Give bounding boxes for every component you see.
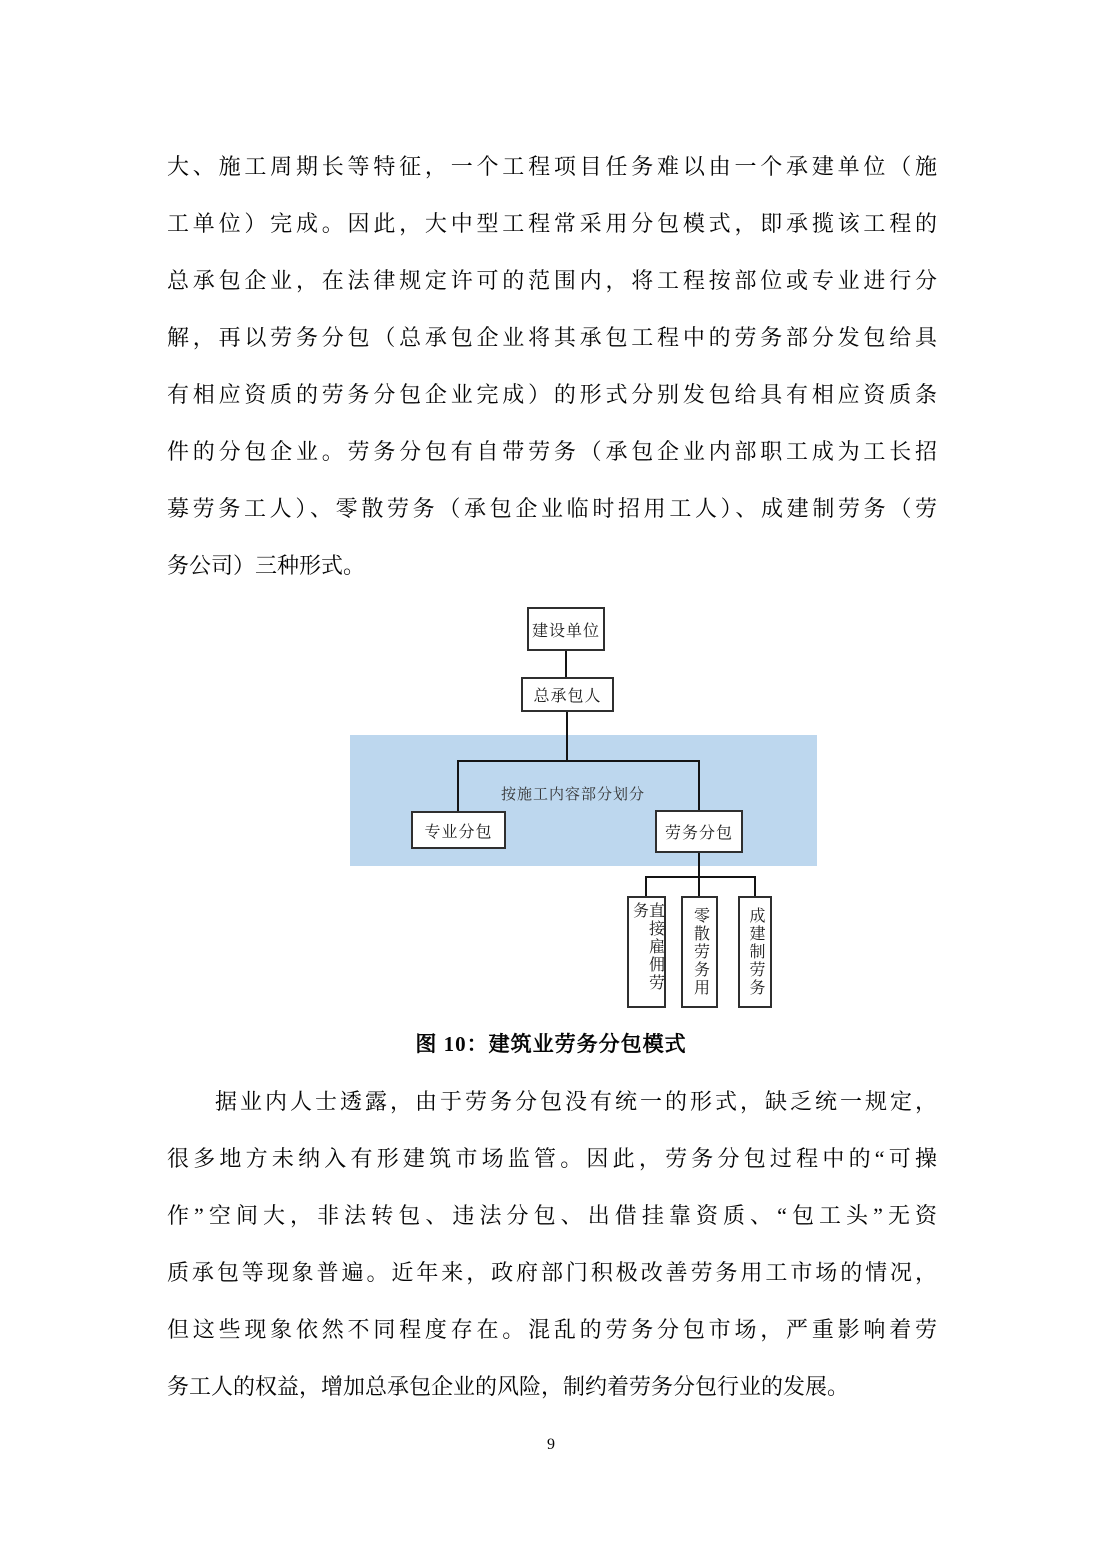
paragraph-1-line: 务公司）三种形式。: [167, 553, 366, 578]
node-labor-subcontract: [655, 810, 743, 853]
node-direct-hired-labor: [627, 896, 666, 1008]
paragraph-1-line: 解，再以劳务分包（总承包企业将其承包工程中的劳务部分发包给具: [167, 325, 937, 350]
node-owner: [527, 607, 605, 651]
paragraph-2-line: 但这些现象依然不同程度存在。混乱的劳务分包市场，严重影响着劳: [167, 1317, 937, 1342]
paragraph-2-line: 据业内人士透露，由于劳务分包没有统一的形式，缺乏统一规定，: [215, 1089, 937, 1114]
node-scattered-labor-label: 零散劳务用: [691, 907, 709, 997]
paragraph-1-line: 募劳务工人）、零散劳务（承包企业临时招用工人）、成建制劳务（劳: [167, 496, 937, 521]
node-direct-hired-labor-label: 直接雇佣劳务: [630, 902, 664, 992]
node-general-contractor: [521, 677, 614, 712]
node-integrated-labor: [738, 896, 772, 1008]
paragraph-2-line: 务工人的权益，增加总承包企业的风险，制约着劳务分包行业的发展。: [167, 1374, 850, 1399]
paragraph-1-line: 总承包企业，在法律规定许可的范围内，将工程按部位或专业进行分: [167, 268, 937, 293]
paragraph-2-line: 作”空间大，非法转包、违法分包、出借挂靠资质、“包工头”无资: [167, 1203, 937, 1228]
node-scattered-labor: [681, 896, 718, 1008]
page-number: 9: [547, 1436, 555, 1453]
node-general-contractor-label: 总承包人: [533, 688, 602, 705]
paragraph-1-line: 有相应资质的劳务分包企业完成）的形式分别发包给具有相应资质条: [167, 382, 937, 407]
paragraph-2-line: 很多地方未纳入有形建筑市场监管。因此，劳务分包过程中的“可操: [167, 1146, 937, 1171]
paragraph-1-line: 大、施工周期长等特征，一个工程项目任务难以由一个承建单位（施: [167, 154, 937, 179]
division-label: 按施工内容部分划分: [500, 786, 646, 803]
node-owner-label: 建设单位: [531, 622, 600, 640]
paragraph-2-line: 质承包等现象普遍。近年来，政府部门积极改善劳务用工市场的情况，: [167, 1260, 937, 1285]
paragraph-1-line: 工单位）完成。因此，大中型工程常采用分包模式，即承揽该工程的: [167, 211, 937, 236]
paragraph-1: [167, 138, 937, 594]
node-labor-subcontract-label: 劳务分包: [664, 825, 733, 842]
labor-subcontract-diagram: [350, 600, 820, 1020]
paragraph-2: [167, 1073, 937, 1415]
figure-caption: 图 10：建筑业劳务分包模式: [415, 1032, 687, 1056]
node-integrated-labor-label: 成建制劳务: [747, 907, 764, 997]
paragraph-1-line: 件的分包企业。劳务分包有自带劳务（承包企业内部职工成为工长招: [167, 439, 937, 464]
node-professional-subcontract: [411, 811, 506, 849]
node-professional-subcontract-label: 专业分包: [424, 823, 493, 841]
